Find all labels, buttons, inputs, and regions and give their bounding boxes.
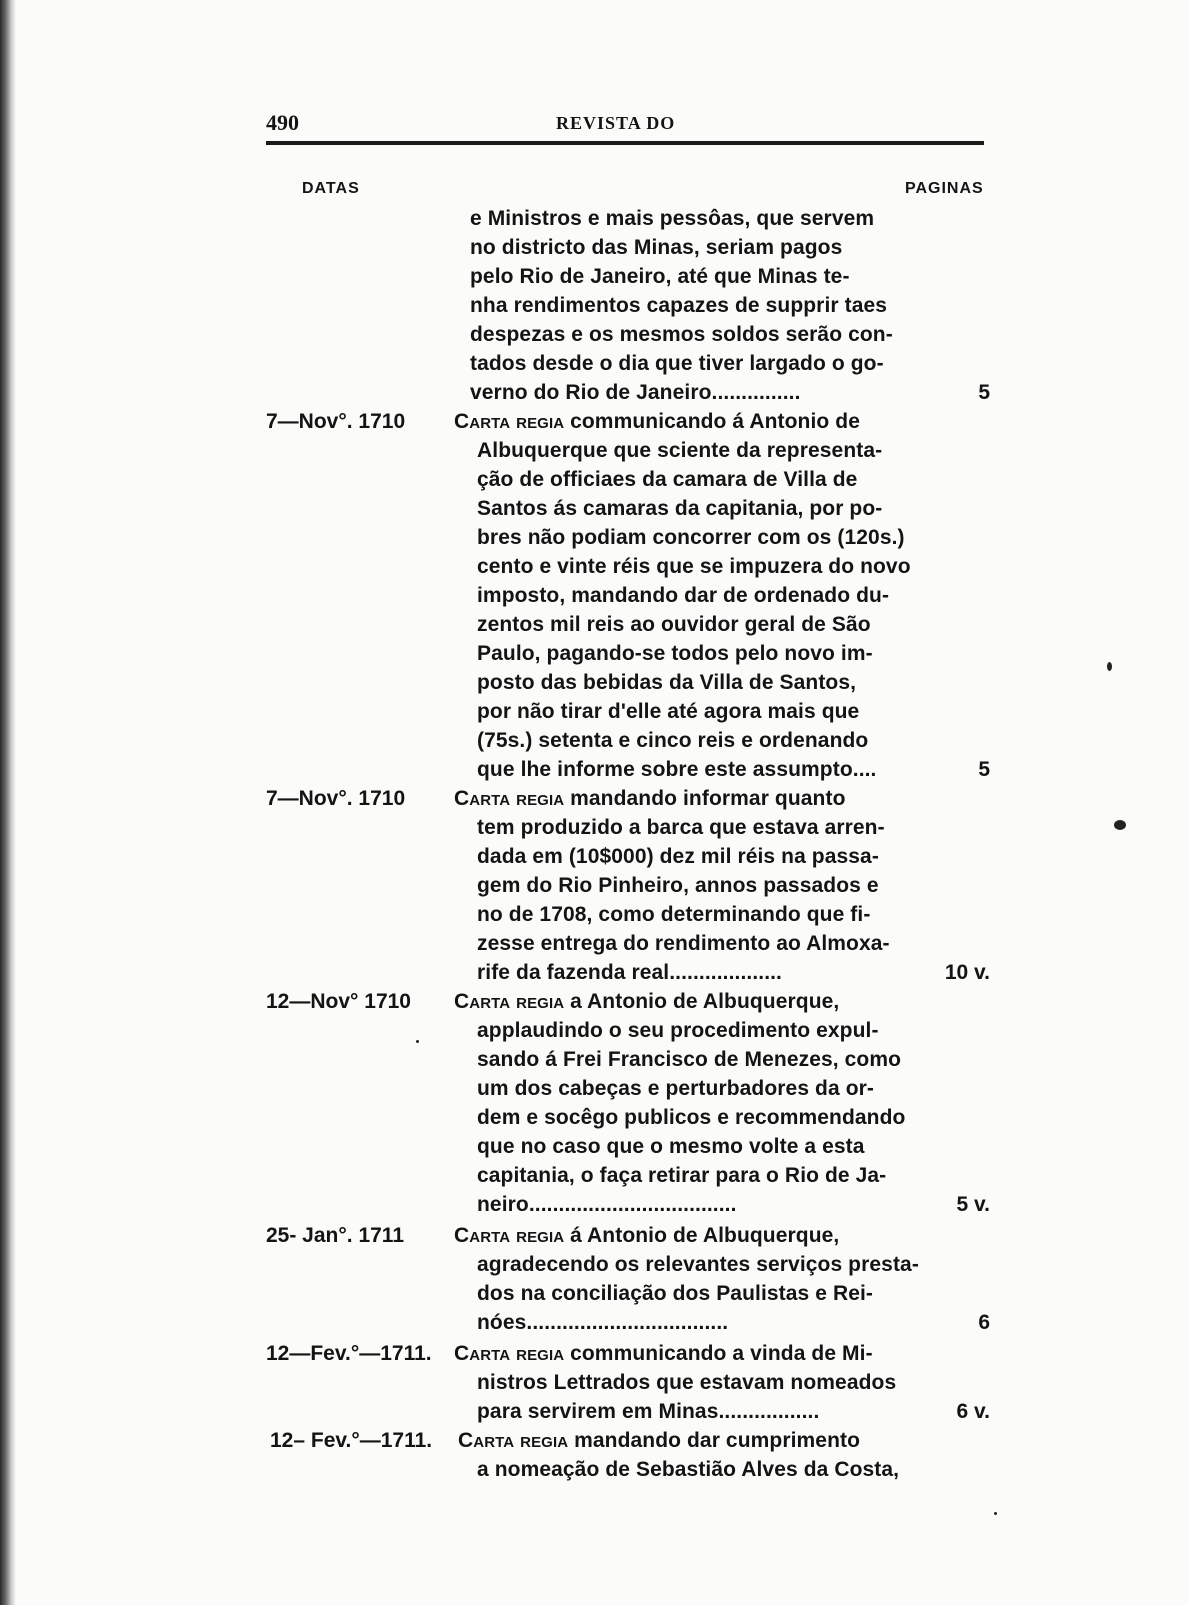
column-header-paginas: PAGINAS: [905, 180, 984, 197]
entry-line: nha rendimentos capazes de supprir taes: [470, 294, 888, 317]
entry-line: no districto das Minas, seriam pagos: [470, 236, 843, 259]
entry-line: dada em (10$000) dez mil réis na passa-: [477, 845, 879, 868]
ink-speck: [416, 1040, 419, 1043]
entry-line: applaudindo o seu procedimento expul-: [477, 1019, 879, 1042]
entry-line: communicando á Antonio de: [570, 410, 860, 433]
entry-lead: Carta regia: [454, 787, 565, 810]
entry-line: que no caso que o mesmo volte a esta: [477, 1135, 865, 1158]
entry-line: para servirem em Minas.................: [477, 1400, 820, 1423]
ink-speck: [1114, 820, 1126, 830]
entry-line: (75s.) setenta e cinco reis e ordenando: [477, 729, 869, 752]
entry-line: imposto, mandando dar de ordenado du-: [477, 584, 890, 607]
page-reference: 6 v.: [956, 1400, 990, 1423]
entry-line: Albuquerque que sciente da representa-: [477, 439, 883, 462]
entry-line: á Antonio de Albuquerque,: [570, 1224, 840, 1247]
binding-edge: [0, 0, 16, 1605]
page-number: 490: [266, 110, 299, 135]
entry-date: 7—Nov°. 1710: [266, 787, 406, 810]
entry-line: capitania, o faça retirar para o Rio de Ja-: [477, 1164, 887, 1187]
running-head: [266, 110, 986, 140]
entry-line: pelo Rio de Janeiro, até que Minas te-: [470, 265, 850, 288]
entry-date: 25- Jan°. 1711: [266, 1224, 404, 1247]
entry-line: sando á Frei Francisco de Menezes, como: [477, 1048, 902, 1071]
entry-first-line: [458, 1426, 860, 1455]
entry-date: 12—Nov° 1710: [266, 990, 411, 1013]
entry-date: 12—Fev.°—1711.: [266, 1342, 432, 1365]
entry-line: mandando informar quanto: [570, 787, 846, 810]
entry-line: que lhe informe sobre este assumpto....: [477, 758, 877, 781]
entry-line: posto das bebidas da Villa de Santos,: [477, 671, 857, 694]
entry-line: rife da fazenda real...................: [477, 961, 782, 984]
running-title: REVISTA DO: [556, 113, 676, 133]
entry-line: nóes..................................: [477, 1311, 729, 1334]
entry-line: zesse entrega do rendimento ao Almoxa-: [477, 932, 890, 955]
entry-line: zentos mil reis ao ouvidor geral de São: [477, 613, 871, 636]
entry-line: agradecendo os relevantes serviços presta-: [477, 1253, 919, 1276]
page-reference: 5 v.: [956, 1193, 990, 1216]
entry-line: a nomeação de Sebastião Alves da Costa,: [477, 1458, 900, 1481]
entry-line: tem produzido a barca que estava arren-: [477, 816, 885, 839]
entry-lead: Carta regia: [454, 1224, 565, 1247]
ink-speck: [1107, 662, 1112, 671]
entry-first-line: [454, 784, 846, 813]
entry-line: despezas e os mesmos soldos serão con-: [470, 323, 893, 346]
entry-line: tados desde o dia que tiver largado o go-: [470, 352, 884, 375]
entry-line: Paulo, pagando-se todos pelo novo im-: [477, 642, 873, 665]
entry-line: bres não podiam concorrer com os (120s.): [477, 526, 905, 549]
entry-date: 7—Nov°. 1710: [266, 410, 406, 433]
column-header-datas: DATAS: [302, 180, 360, 197]
entry-first-line: [454, 407, 860, 436]
page-reference: 10 v.: [944, 961, 990, 984]
page-reference: 5: [978, 758, 990, 781]
entry-first-line: [454, 1221, 839, 1250]
entry-line: ção de officiaes da camara de Villa de: [477, 468, 858, 491]
entry-lead: Carta regia: [454, 410, 565, 433]
entry-first-line: [454, 1339, 873, 1368]
entry-line: e Ministros e mais pessôas, que servem: [470, 207, 875, 230]
entry-lead: Carta regia: [458, 1429, 569, 1452]
page-reference: 5: [978, 381, 990, 404]
entry-line: dos na conciliação dos Paulistas e Rei-: [477, 1282, 874, 1305]
entry-line: mandando dar cumprimento: [574, 1429, 861, 1452]
ink-speck: [994, 1512, 997, 1515]
entry-line: communicando a vinda de Mi-: [570, 1342, 873, 1365]
entry-line: gem do Rio Pinheiro, annos passados e: [477, 874, 879, 897]
entry-date: 12– Fev.°—1711.: [270, 1429, 433, 1452]
header-rule: [266, 141, 984, 145]
entry-line: a Antonio de Albuquerque,: [570, 990, 840, 1013]
entry-first-line: [454, 987, 839, 1016]
entry-line: nistros Lettrados que estavam nomeados: [477, 1371, 897, 1394]
entry-lead: Carta regia: [454, 990, 565, 1013]
entry-lead: Carta regia: [454, 1342, 565, 1365]
entry-line: um dos cabeças e perturbadores da or-: [477, 1077, 874, 1100]
entry-line: verno do Rio de Janeiro...............: [470, 381, 801, 404]
entry-line: cento e vinte réis que se impuzera do novo: [477, 555, 911, 578]
entry-line: Santos ás camaras da capitania, por po-: [477, 497, 883, 520]
entry-line: por não tirar d'elle até agora mais que: [477, 700, 860, 723]
entry-line: no de 1708, como determinando que fi-: [477, 903, 871, 926]
page-reference: 6: [978, 1311, 990, 1334]
entry-line: dem e socêgo publicos e recommendando: [477, 1106, 906, 1129]
entry-line: neiro...................................: [477, 1193, 737, 1216]
